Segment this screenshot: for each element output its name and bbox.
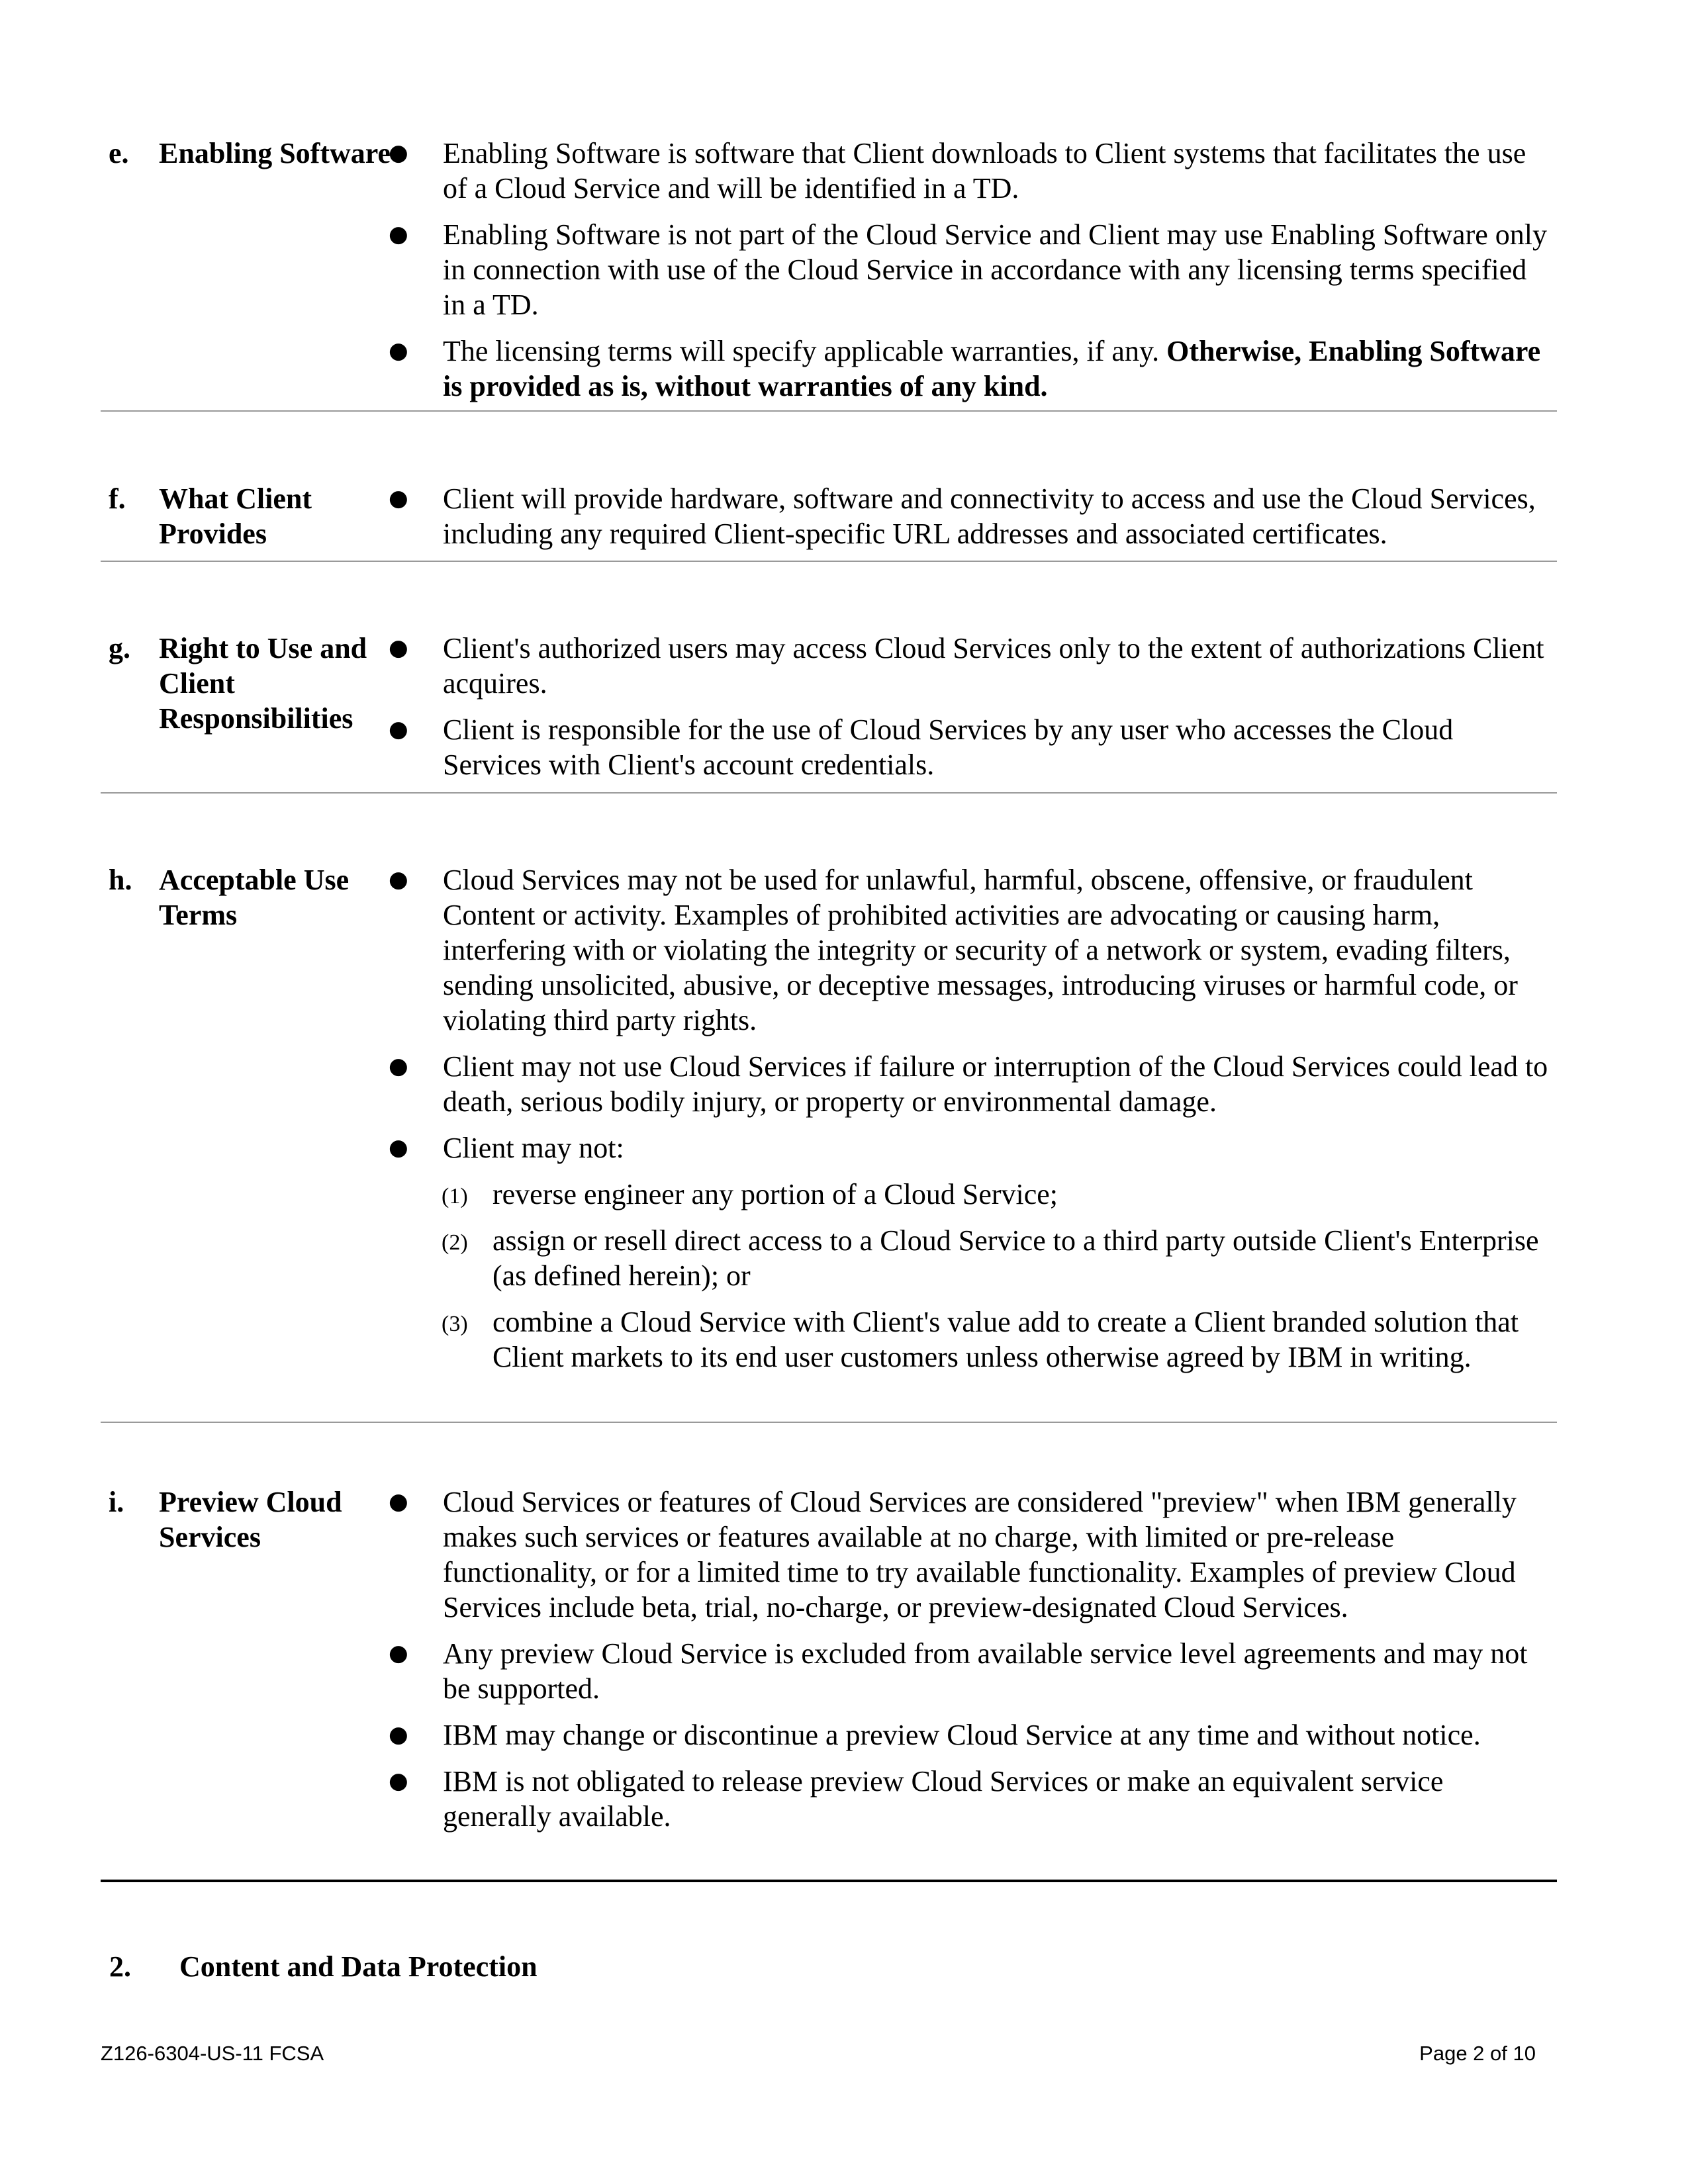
bullet-icon: ● xyxy=(389,635,408,661)
list-item xyxy=(389,1484,1554,1625)
bullet-icon: ● xyxy=(389,485,408,512)
bullet-text: IBM is not obligated to release preview Cloud Services or make an equivalent service generally available. xyxy=(443,1765,1444,1833)
footer-page-number: Page 2 of 10 xyxy=(1419,2042,1536,2065)
bullet-text: The licensing terms will specify applicable warranties, if any. xyxy=(443,335,1167,367)
list-item xyxy=(389,1764,1554,1834)
bullet-list xyxy=(389,631,1554,794)
bullet-icon: ● xyxy=(389,1488,408,1515)
section-e xyxy=(101,136,1557,412)
bullet-list xyxy=(389,1484,1554,1845)
bullet-text: Enabling Software is software that Client downloads to Client systems that facilitates the use of a Cloud Service and will be identified in a TD. xyxy=(443,137,1526,205)
bullet-text: Client may not use Cloud Services if failure or interruption of the Cloud Services could lead to death, serious bodily injury, or property or environmental damage. xyxy=(443,1050,1548,1118)
section-heading: Preview Cloud Services xyxy=(159,1486,342,1553)
section-heading: Acceptable Use Terms xyxy=(159,864,350,931)
section-i xyxy=(101,1484,1557,1882)
bullet-text: IBM may change or discontinue a preview Cloud Service at any time and without notice. xyxy=(443,1719,1481,1751)
bullet-icon: ● xyxy=(389,140,408,166)
section-f xyxy=(101,481,1557,562)
list-item xyxy=(389,631,1554,701)
list-item xyxy=(389,217,1554,322)
section-letter: g. xyxy=(109,632,130,664)
list-item xyxy=(389,481,1554,551)
item-number: (2) xyxy=(442,1230,468,1255)
section-g xyxy=(101,631,1557,794)
item-text: reverse engineer any portion of a Cloud Service; xyxy=(492,1178,1058,1210)
bullet-list xyxy=(389,481,1554,563)
list-item xyxy=(389,1130,1554,1165)
bullet-text: Client will provide hardware, software and connectivity to access and use the Cloud Services, including any required Client-specific URL addresses and associated certificates. xyxy=(443,482,1536,550)
bullet-bold-text: Otherwise, Enabling Software is provided as is, without warranties of any kind. xyxy=(443,335,1541,402)
footer-doc-id: Z126-6304-US-11 FCSA xyxy=(101,2042,324,2065)
section-letter: f. xyxy=(109,482,126,515)
section-heading: Enabling Software xyxy=(159,137,391,169)
bullet-icon: ● xyxy=(389,866,408,893)
bullet-text: Client is responsible for the use of Cloud Services by any user who accesses the Cloud Services with Client's account credentials. xyxy=(443,713,1454,781)
bullet-icon: ● xyxy=(389,1721,408,1748)
bullet-list xyxy=(389,862,1554,1386)
section-letter: i. xyxy=(109,1486,124,1518)
bullet-text: Client's authorized users may access Cloud Services only to the extent of authorizations Client acquires. xyxy=(443,632,1544,700)
bullet-icon: ● xyxy=(389,1053,408,1079)
bullet-icon: ● xyxy=(389,1640,408,1666)
list-item xyxy=(389,862,1554,1038)
section-heading: What Client Provides xyxy=(159,482,312,550)
item-text: combine a Cloud Service with Client's value add to create a Client branded solution that Client markets to its end user customers unless otherwise agreed by IBM in writing. xyxy=(492,1306,1519,1373)
section-h xyxy=(101,862,1557,1423)
bullet-text: Any preview Cloud Service is excluded from available service level agreements and may not be supported. xyxy=(443,1637,1528,1705)
section-letter: h. xyxy=(109,864,132,896)
bullet-icon: ● xyxy=(389,716,408,743)
bullet-text: Enabling Software is not part of the Cloud Service and Client may use Enabling Software only in connection with use of the Cloud Service in accordance with any licensing terms specified in a TD. xyxy=(443,218,1547,321)
list-item xyxy=(389,712,1554,782)
bullet-text: Cloud Services or features of Cloud Services are considered "preview" when IBM generally makes such services or features available at no charge, with limited or pre-release functionality, or for a limited time to try available functionality. Examples of preview Cloud Services include beta, trial, no-charge, or preview-designated Cloud Services. xyxy=(443,1486,1517,1623)
section-letter: e. xyxy=(109,137,129,169)
list-item xyxy=(389,136,1554,206)
bullet-list xyxy=(389,136,1554,415)
numbered-item xyxy=(389,1177,1554,1212)
bullet-icon: ● xyxy=(389,221,408,248)
section-heading: Right to Use and Client Responsibilities xyxy=(159,632,367,735)
bullet-icon: ● xyxy=(389,1768,408,1794)
bullet-text: Client may not: xyxy=(443,1132,624,1164)
numbered-item xyxy=(389,1304,1554,1375)
section-title: Content and Data Protection xyxy=(179,1950,538,1983)
list-item xyxy=(389,1049,1554,1119)
item-number: (1) xyxy=(442,1184,468,1208)
bullet-icon: ● xyxy=(389,338,408,364)
list-item xyxy=(389,1636,1554,1706)
section-number: 2. xyxy=(109,1950,131,1983)
bullet-text: Cloud Services may not be used for unlawful, harmful, obscene, offensive, or fraudulent Content or activity. Examples of prohibited activities are advocating or causing harm, interfering with or violating the integrity or security of a network or system, evading filters, sending unsolicited, abusive, or deceptive messages, introducing viruses or harmful code, or violating third party rights. xyxy=(443,864,1518,1036)
section-2-heading xyxy=(109,1949,538,1984)
item-text: assign or resell direct access to a Cloud Service to a third party outside Client's Enterprise (as defined herein); or xyxy=(492,1224,1539,1292)
bullet-icon: ● xyxy=(389,1134,408,1161)
list-item xyxy=(389,334,1554,404)
numbered-item xyxy=(389,1223,1554,1293)
list-item xyxy=(389,1717,1554,1752)
item-number: (3) xyxy=(442,1312,468,1336)
